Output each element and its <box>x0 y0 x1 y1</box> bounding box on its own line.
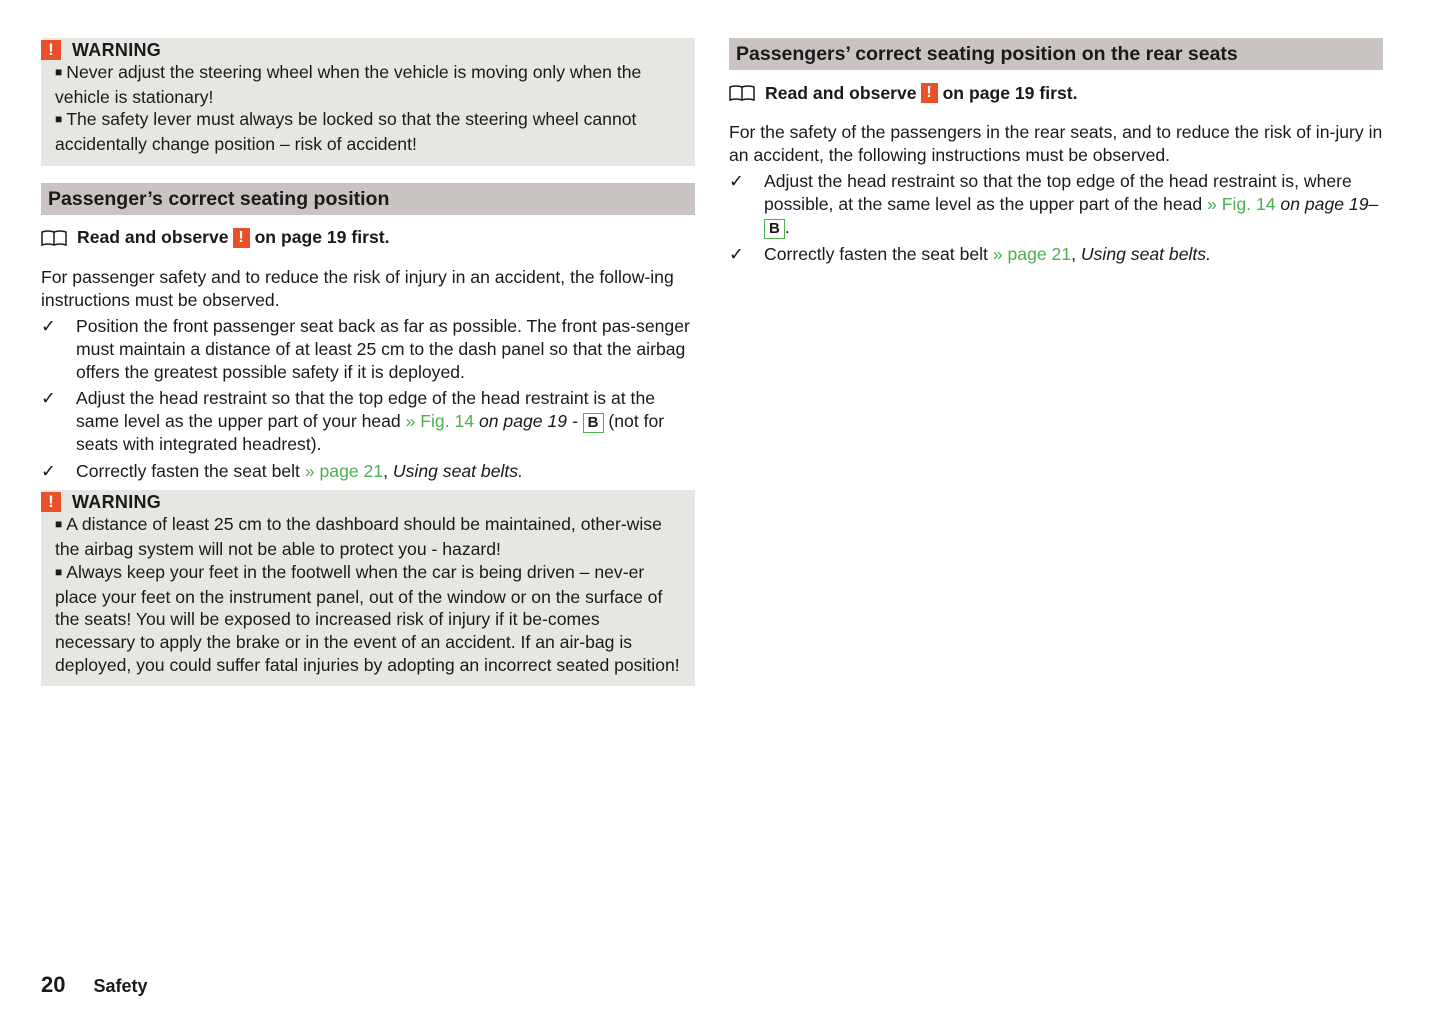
warning-title: WARNING <box>72 491 162 512</box>
warning-paragraph: ■ Always keep your feet in the footwell when the car is being driven – nev-er place your feet on the instrument panel, out of the window or on the surface of the seats! You will be exposed to increased risk of injury if it be-comes necessary to apply the brake or in the event of an accident. If an air-bag is deployed, you could suffer fatal injuries by adopting an incorrect seated position! <box>55 561 680 675</box>
intro-paragraph: For passenger safety and to reduce the risk of injury in an accident, the follow-ing instructions must be observed. <box>41 266 674 310</box>
check-icon: ✓ <box>41 388 56 409</box>
square-bullet-icon: ■ <box>55 112 63 127</box>
page-21-link[interactable]: » page 21 <box>304 460 384 481</box>
page-21-link[interactable]: » page 21 <box>992 243 1072 264</box>
warning-paragraph: ■ A distance of least 25 cm to the dashboard should be maintained, other-wise the airbag system will not be able to protect you - hazard! <box>55 514 662 560</box>
warning-box-steering <box>41 38 695 166</box>
right-column <box>729 38 1383 270</box>
check-icon: ✓ <box>41 460 56 481</box>
intro-paragraph: For the safety of the passengers in the rear seats, and to reduce the risk of in-jury in an accident, the following instructions must be observed. <box>729 122 1383 165</box>
book-icon <box>729 84 755 102</box>
fig-b-marker: B <box>764 219 785 239</box>
section-heading: Passenger’s correct seating position <box>41 183 695 215</box>
warning-icon: ! <box>41 492 61 512</box>
list-item: ✓ Position the front passenger seat back as far as possible. The front pas-senger must maintain a distance of at least 25 cm to the dash panel so that the airbag offers the greatest possible safety if it is deployed. <box>41 316 690 382</box>
left-column <box>41 38 695 686</box>
check-icon: ✓ <box>729 243 744 264</box>
warning-header <box>41 490 681 513</box>
list-item: ✓ Correctly fasten the seat belt » page 21, Using seat belts. <box>729 243 1211 264</box>
warning-icon: ! <box>233 228 250 248</box>
warning-paragraph: ■ Never adjust the steering wheel when the vehicle is moving only when the vehicle is stationary! <box>55 62 642 107</box>
fig-14-link[interactable]: » Fig. 14 <box>405 411 475 432</box>
warning-icon: ! <box>921 83 938 103</box>
warning-title: WARNING <box>72 39 162 60</box>
check-icon: ✓ <box>729 171 744 192</box>
check-icon: ✓ <box>41 316 56 337</box>
page-footer <box>41 972 148 998</box>
list-item: ✓ Adjust the head restraint so that the top edge of the head restraint is, where possible, at the same level as the upper part of the head » Fig. 14 on page 19–B . <box>729 171 1379 237</box>
warning-header <box>41 38 681 61</box>
square-bullet-icon: ■ <box>55 65 63 79</box>
section-heading: Passengers’ correct seating position on the rear seats <box>729 38 1383 70</box>
warning-icon: ! <box>41 40 61 60</box>
square-bullet-icon: ■ <box>55 564 63 579</box>
fig-14-link[interactable]: » Fig. 14 <box>1207 194 1276 215</box>
warning-box-airbag <box>41 490 695 686</box>
footer-section-title: Safety <box>93 976 148 996</box>
read-and-observe-line: Read and observe ! on page 19 first. <box>41 227 695 249</box>
list-item: ✓ Adjust the head restraint so that the top edge of the head restraint is at the same level as the upper part of your head » Fig. 14 on page 19 - B (not for seats with integrated headrest). <box>41 388 665 455</box>
square-bullet-icon: ■ <box>55 517 63 532</box>
list-item: ✓ Correctly fasten the seat belt » page 21, Using seat belts. <box>41 460 523 481</box>
book-icon <box>41 229 67 247</box>
instruction-list <box>729 170 1383 265</box>
warning-paragraph: ■ The safety lever must always be locked so that the steering wheel cannot accidentally change position – risk of accident! <box>55 109 637 155</box>
instruction-list <box>41 315 695 482</box>
fig-b-marker: B <box>583 413 604 433</box>
page-number: 20 <box>41 972 66 997</box>
read-and-observe-line: Read and observe ! on page 19 first. <box>729 82 1383 104</box>
